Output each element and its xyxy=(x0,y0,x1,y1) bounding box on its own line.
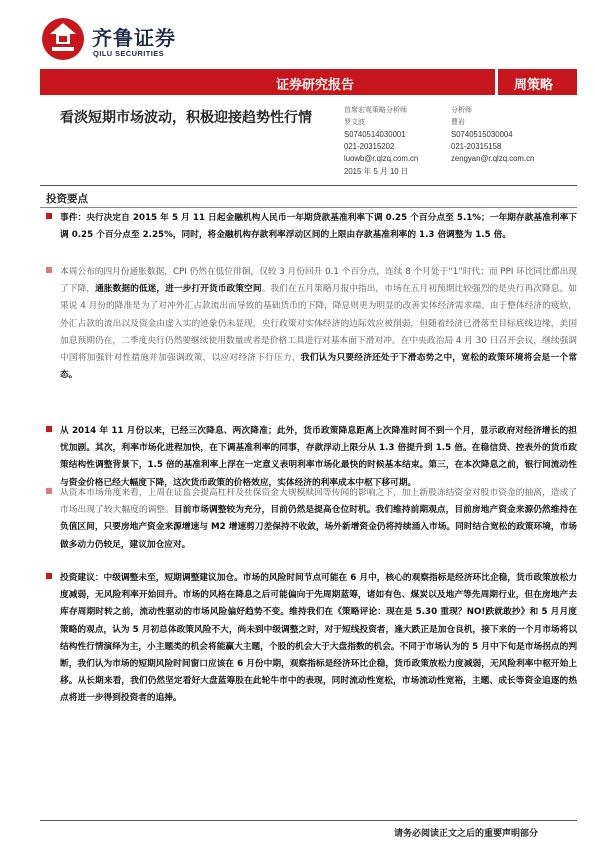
paragraph-rate-cuts xyxy=(46,423,577,492)
analyst-role: 分析师 xyxy=(451,106,472,114)
analyst-email[interactable]: zengyan@r.qlzq.com.cn xyxy=(451,154,535,164)
analyst-cert: S0740515030004 xyxy=(451,129,513,139)
qilu-logo-icon xyxy=(40,16,86,62)
analyst-name: 罗文波 xyxy=(344,118,365,127)
paragraph-text: 事件：央行决定自 2015 年 5 月 11 日起金融机构人民币一年期贷款基准利率下调 0.25 个百分点至 5.1%；一年期存款基准利率下调 0.25 个百分点至 2.25%，同时，将金融机构存款利率浮动区间的上限由存款基准利率的 1.3 倍调整为 1.5 倍。 xyxy=(60,213,577,241)
paragraph-text: 投资建议：中级调整未至，短期调整建议加仓。市场的风险时间节点可能在 6 月中，核心的观察指标是经济环比企稳，货币政策放松力度减弱，无风险利率开始回升。市场的风格在降息之后可能偏向于先周期蓝筹，诸如有色、煤炭以及地产等先周期行业，但在房地产去库存周期时转之前，流动性驱动的市场风险偏好趋势不变。维持我们在《策略评论：现在是 5.30 重现？NO!跌就敢抄》和 5 月月度策略的观点，认为 5 月初总体政策风险不大，尚未到中级调整之时，对于短线投资者，逢大跌正是加仓良机，接下来的一个月市场将以结构性行情演绎为主，小主题类的机会将能赢大主题，个股的机会大于大盘指数的机会。不同于市场认为的 5 月中下旬是市场拐点的判断，我们认为市场的短期风险时间窗口应该在 6 月份中期，观察指标是经济环比企稳，货币政策放松力度减弱，无风险利率中枢开始上移。从长期来看，我们仍然坚定看好大盘蓝筹股在此轮牛市中的表现，同时流动性宽松，市场流动性宽裕，主题、成长等资金追逐的热点将进一步得到投资者的追捧。 xyxy=(60,573,578,704)
bullet-icon xyxy=(46,426,52,432)
bullet-icon xyxy=(46,488,52,494)
document-title: 看淡短期市场波动，积极迎接趋势性行情 xyxy=(60,110,312,126)
logo xyxy=(40,16,240,62)
paragraph-inflation xyxy=(46,264,577,384)
analyst-card xyxy=(344,104,418,165)
analyst-email[interactable]: luowb@r.qlzq.com.cn xyxy=(344,154,419,164)
report-date: 2015 年 5 月 10 日 xyxy=(344,167,409,176)
paragraph-text: 从资本市场角度来看，上周在证监会提高杠杆及社保资金大规模赎回等传闻的影响之下，加上新股冻结资金对股市资金的抽离，造成了市场出现了较大幅度的调整。目前市场调整较为充分，目前仍然是提高仓位时机。我们维持前期观点，目前房地产资金来源仍然维持在负值区间，只要房地产资金来源增速与 M2 增速剪刀差保持不收敛，场外新增资金仍将持续涌入市场。同时结合宽松的政策环境，市场做多动力仍较足，建议加仓应对。 xyxy=(60,488,578,550)
logo-text-cn: 齐鲁证券 xyxy=(92,26,176,50)
analyst-name: 曹岩 xyxy=(451,118,465,127)
bullet-icon xyxy=(46,267,52,273)
paragraph-capital-market xyxy=(46,485,577,554)
paragraph-text: 本周公布的四月份通胀数据，CPI 仍然在低位徘徊，仅较 3 月份回升 0.1 个百分点，连续 8 个月处于“1”时代；而 PPI 环比同比都出现了下降，通胀数据的低迷，进一步打开货币政策空间。我们在五月策略月报中指出，市场在五月初预期比较强烈的是央行再次降息。如果说 4 月份的降准是为了对冲外汇占款流出而导致的基础货币的下降，降息则更为明显的改善实体经济需求端。由于整体经济的疲软，外汇占款的流出以及资金由虚入实的迹象仍未显现，央行政策对实体经济的边际效应被削弱，但随着经济已滑落至目标底线边缘，美国加息预期仍在，二季度央行仍然要继续使用数量或者是价格工具进行对基本面下滑对冲。在中央政治局 4 月 30 日召开会议，继续强调中国将加强针对性措施并加强调政策，以应对经济下行压力，我们认为只要经济还处于下滑态势之中，宽松的政策环境将会是一个常态。 xyxy=(60,267,578,381)
header-banner xyxy=(40,69,577,95)
analyst-role: 首席宏观策略分析师 xyxy=(344,106,407,114)
banner-title: 证券研究报告 xyxy=(276,78,355,93)
divider xyxy=(40,207,577,208)
bullet-icon xyxy=(46,213,52,219)
paragraph-investment-advice xyxy=(46,570,577,708)
logo-text-en: QILU SECURITIES xyxy=(93,49,165,58)
banner-divider xyxy=(495,69,498,95)
section-heading: 投资要点 xyxy=(46,193,88,205)
paragraph-event xyxy=(46,210,577,244)
bullet-icon xyxy=(46,573,52,579)
banner-report-type: 周策略 xyxy=(514,78,554,93)
divider xyxy=(40,185,577,186)
paragraph-text: 从 2014 年 11 月份以来，已经三次降息、两次降准；此外，货币政策降息距离上次降准时间不到一个月，显示政府对经济增长的担忧加剧。其次，利率市场化进程加快，在下调基准利率的同事，存款浮动上限分从 1.3 倍提升到 1.5 倍。在稳信贷、控表外的货币政策结构性调整背景下，1.5 倍的基准利率上浮在一定意义表明利率市场化最快的时候基本结束。第三，在本次降息之前，银行间流动性与资金价格已经大幅度下降，这次货币政策的价格效应，实体经济的利率成本中枢下移可期。 xyxy=(60,426,577,488)
analyst-card xyxy=(451,104,534,165)
analyst-phone: 021-20315202 xyxy=(344,141,395,151)
analyst-phone: 021-20315158 xyxy=(451,141,502,151)
divider xyxy=(40,820,577,821)
analyst-cert: S0740514030001 xyxy=(344,129,406,139)
footer-disclaimer: 请务必阅读正文之后的重要声明部分 xyxy=(394,829,539,839)
